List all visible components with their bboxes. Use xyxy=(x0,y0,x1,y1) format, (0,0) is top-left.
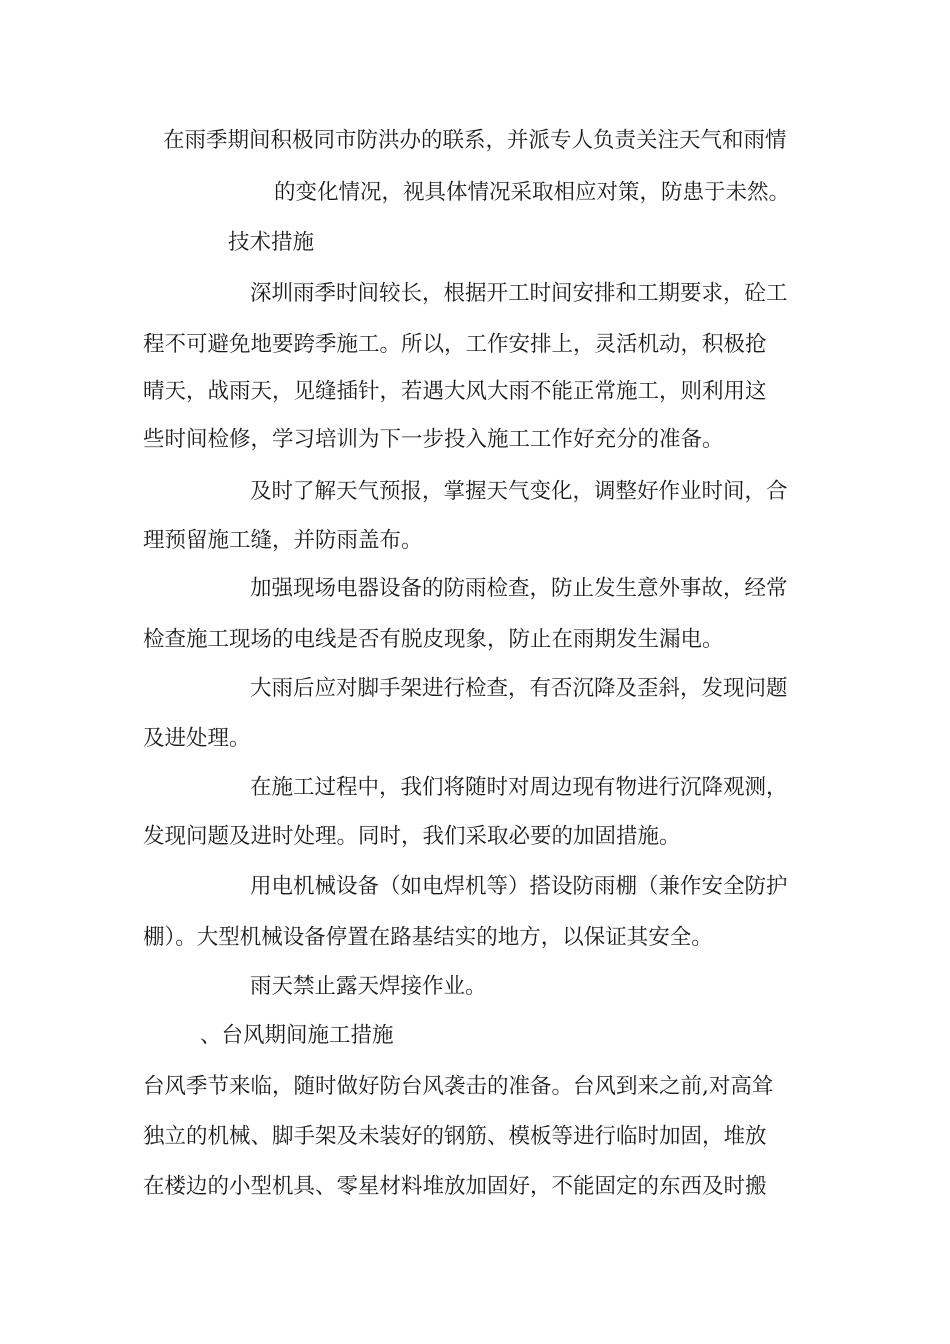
section-heading: 技术措施 xyxy=(228,230,315,255)
text-line: 深圳雨季时间较长，根据开工时间安排和工期要求，砼工 xyxy=(250,281,788,306)
text-line: 台风季节来临，随时做好防台风袭击的准备。台风到来之前,对高耸 xyxy=(143,1074,774,1099)
text-line: 在施工过程中，我们将随时对周边现有物进行沉降观测， xyxy=(250,775,788,800)
text-line: 在雨季期间积极同市防洪办的联系，并派专人负责关注天气和雨情 xyxy=(163,128,787,153)
text-line: 棚）。大型机械设备停置在路基结实的地方，以保证其安全。 xyxy=(143,925,713,950)
text-line: 晴天，战雨天，见缝插针，若遇大风大雨不能正常施工，则利用这 xyxy=(143,379,767,404)
text-line: 些时间检修，学习培训为下一步投入施工工作好充分的准备。 xyxy=(143,427,724,452)
text-line: 及进处理。 xyxy=(143,726,251,751)
text-line: 及时了解天气预报，掌握天气变化，调整好作业时间，合 xyxy=(250,479,788,504)
text-line: 的变化情况，视具体情况采取相应对策，防患于未然。 xyxy=(274,180,791,205)
text-line: 加强现场电器设备的防雨检查，防止发生意外事故，经常 xyxy=(250,576,788,601)
text-line: 用电机械设备（如电焊机等）搭设防雨棚（兼作安全防护 xyxy=(250,874,788,899)
text-line: 大雨后应对脚手架进行检查，有否沉降及歪斜，发现问题 xyxy=(250,676,788,701)
section-heading: 、台风期间施工措施 xyxy=(200,1023,394,1048)
text-line: 雨天禁止露天焊接作业。 xyxy=(250,974,487,999)
text-line: 发现问题及进时处理。同时，我们采取必要的加固措施。 xyxy=(143,824,681,849)
text-line: 在楼边的小型机具、零星材料堆放加固好，不能固定的东西及时搬 xyxy=(143,1174,767,1199)
text-line: 独立的机械、脚手架及未装好的钢筋、模板等进行临时加固，堆放 xyxy=(143,1124,767,1149)
text-line: 检查施工现场的电线是否有脱皮现象，防止在雨期发生漏电。 xyxy=(143,627,724,652)
text-line: 程不可避免地要跨季施工。所以，工作安排上，灵活机动，积极抢 xyxy=(143,332,767,357)
text-line: 理预留施工缝，并防雨盖布。 xyxy=(143,528,423,553)
